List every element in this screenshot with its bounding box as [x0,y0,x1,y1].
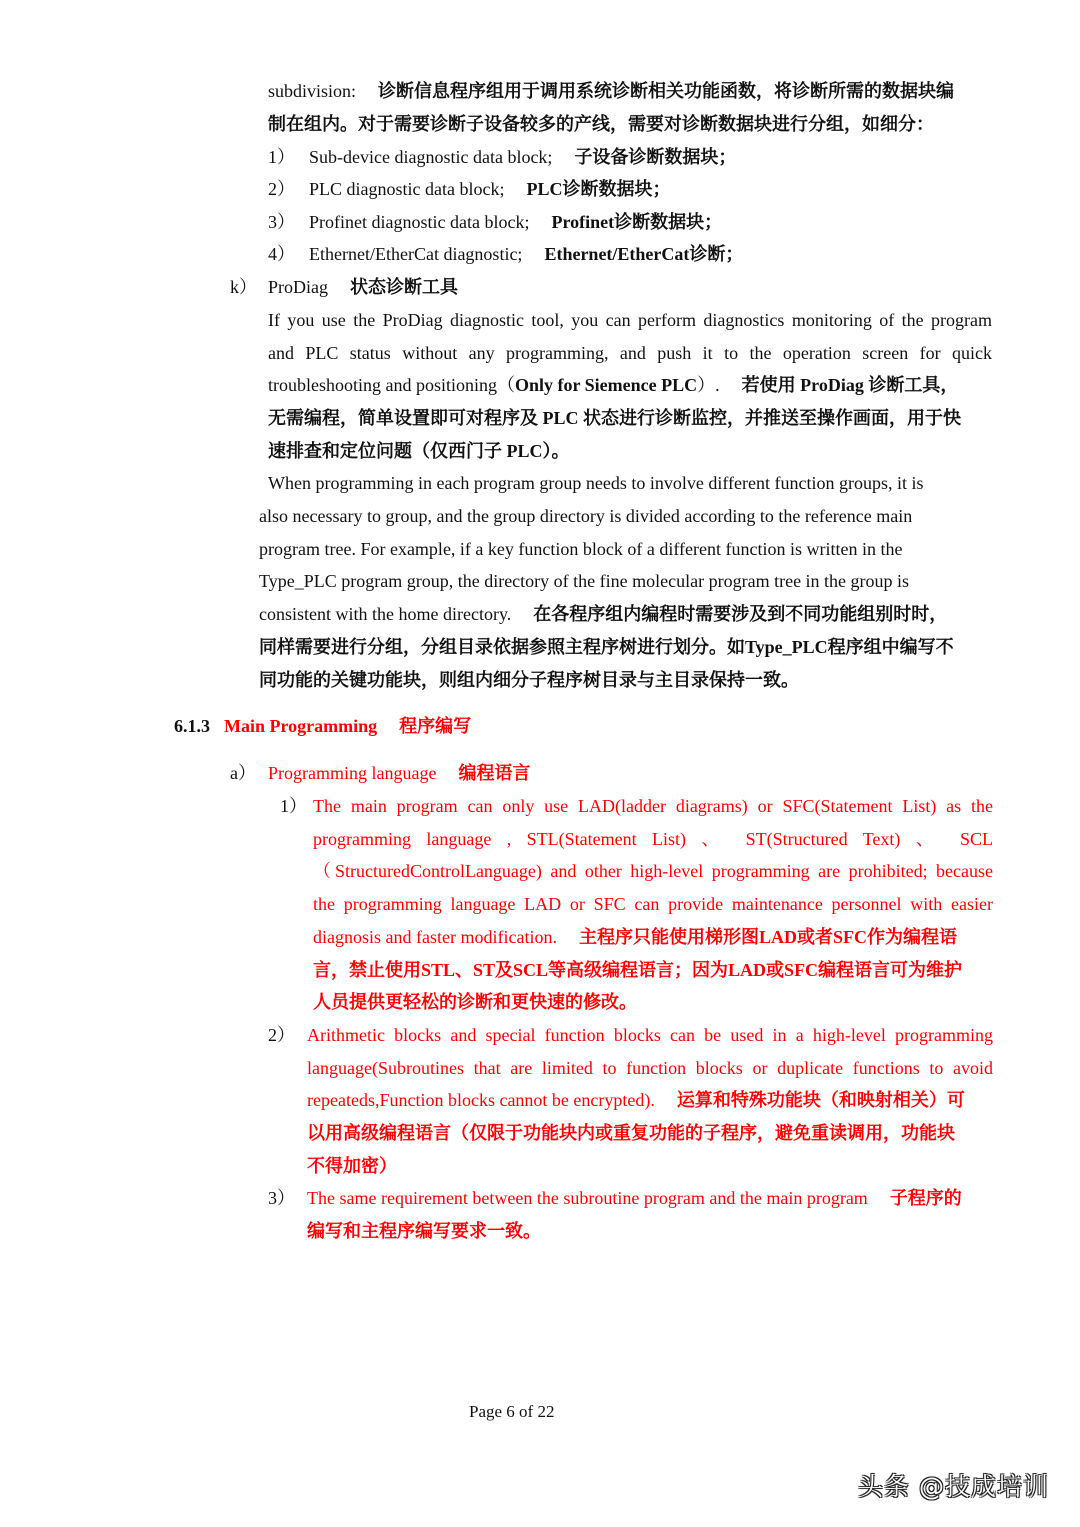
grouping-line-3: program tree. For example, if a key function block of a different function is written in the [259,539,903,559]
rule-2-line-3 [307,1089,965,1111]
rule-2-number: 2） [268,1025,295,1045]
rule-3-line-1-en: The same requirement between the subroutine program and the main program [307,1188,868,1208]
rule-2-line-4: 以用高级编程语言（仅限于功能块内或重复功能的子程序，避免重读调用，功能块 [307,1123,955,1143]
rule-3-line-1 [307,1187,962,1209]
item-k-line-3-post: ）. [697,375,720,395]
rule-1-number: 1） [280,796,307,816]
item-a-marker: a） [230,763,256,783]
rule-1-line-3: （StructuredControlLanguage) and other high-level programming are prohibited; because [313,861,993,881]
item-k-line-1: If you use the ProDiag diagnostic tool, you can perform diagnostics monitoring of the program [268,310,992,330]
list-number: 1） [268,147,295,167]
rule-2-line-3-cn: 运算和特殊功能块（和映射相关）可 [676,1090,965,1110]
grouping-line-6: 同样需要进行分组，分组目录依据参照主程序树进行划分。如Type_PLC程序组中编写不 [259,637,954,657]
item-k-line-5: 速排查和定位问题（仅西门子 PLC）。 [268,441,570,461]
subdivision-label: subdivision: [268,81,357,101]
grouping-line-5-en: consistent with the home directory. [259,604,512,624]
rule-1-line-2: programming language , STL(Statement List) 、 ST(Structured Text) 、 SCL [313,829,993,849]
rule-1-line-5-cn: 主程序只能使用梯形图LAD或者SFC作为编程语 [578,927,957,947]
rule-3-number: 3） [268,1188,295,1208]
item-a-title-cn: 编程语言 [458,763,531,783]
page-number: Page 6 of 22 [469,1402,555,1421]
rule-1-line-1: The main program can only use LAD(ladder diagrams) or SFC(Statement List) as the [313,796,993,816]
list-item [268,211,722,233]
list-item [268,178,670,200]
item-k-line-3-cn: 若使用 ProDiag 诊断工具， [741,375,959,395]
rule-1-line-5 [313,926,957,948]
section-number: 6.1.3 [174,716,210,736]
item-k-line-3-pre: troubleshooting and positioning（ [268,375,515,395]
rule-1-line-7: 人员提供更轻松的诊断和更快速的修改。 [313,992,637,1012]
list-item [268,243,743,265]
rule-2-line-2: language(Subroutines that are limited to function blocks or duplicate functions to avoid [307,1058,993,1078]
grouping-line-5-cn: 在各程序组内编程时需要涉及到不同功能组别时时， [533,604,948,624]
rule-1-line-6: 言，禁止使用STL、ST及SCL等高级编程语言；因为LAD或SFC编程语言可为维护 [313,960,963,980]
item-k-title [268,276,458,298]
item-k-title-en: ProDiag [268,277,328,297]
item-k-line-3 [268,374,958,396]
list-text-cn: 子设备诊断数据块； [574,147,737,167]
item-a-title [268,762,530,784]
list-text-cn: Ethernet/EtherCat诊断； [544,244,744,264]
section-title-en: Main Programming [224,716,378,736]
grouping-line-5 [259,603,947,625]
item-a-title-en: Programming language [268,763,437,783]
list-text-en: Profinet diagnostic data block; [309,212,530,232]
siemens-only-note: Only for Siemence PLC [515,375,698,395]
subdivision-line-2: 制在组内。对于需要诊断子设备较多的产线，需要对诊断数据块进行分组，如细分： [268,114,934,134]
subdivision-text-cn: 诊断信息程序组用于调用系统诊断相关功能函数，将诊断所需的数据块编 [378,81,955,101]
rule-2-line-3-en: repeateds,Function blocks cannot be encrypted). [307,1090,655,1110]
list-text-en: PLC diagnostic data block; [309,179,505,199]
rule-2-line-1: Arithmetic blocks and special function blocks can be used in a high-level programming [307,1025,993,1045]
list-number: 4） [268,244,295,264]
section-heading [174,715,471,737]
item-k-line-2: and PLC status without any programming, and push it to the operation screen for quick [268,343,992,363]
item-k-title-cn: 状态诊断工具 [350,277,458,297]
list-number: 2） [268,179,295,199]
list-text-cn: Profinet诊断数据块； [551,212,723,232]
watermark: 头条 @技成培训 [858,1472,1049,1501]
rule-3-line-2: 编写和主程序编写要求一致。 [307,1221,541,1241]
section-title-cn: 程序编写 [399,716,472,736]
grouping-line-4: Type_PLC program group, the directory of the fine molecular program tree in the group is [259,571,910,591]
subdivision-line-1 [268,80,954,102]
grouping-line-7: 同功能的关键功能块，则组内细分子程序树目录与主目录保持一致。 [259,670,799,690]
list-number: 3） [268,212,295,232]
grouping-line-2: also necessary to group, and the group directory is divided according to the reference main [259,506,913,526]
item-k-marker: k） [230,277,257,297]
rule-1-line-4: the programming language LAD or SFC can provide maintenance personnel with easier [313,894,993,914]
list-item [268,146,736,168]
grouping-line-1: When programming in each program group needs to involve different function groups, it is [268,473,924,493]
list-text-cn: PLC诊断数据块； [526,179,671,199]
list-text-en: Sub-device diagnostic data block; [309,147,553,167]
list-text-en: Ethernet/EtherCat diagnostic; [309,244,523,264]
rule-1-line-5-en: diagnosis and faster modification. [313,927,557,947]
item-k-line-4: 无需编程，简单设置即可对程序及 PLC 状态进行诊断监控，并推送至操作画面，用于快 [268,408,961,428]
rule-3-line-1-cn: 子程序的 [889,1188,962,1208]
rule-2-line-5: 不得加密） [307,1156,397,1176]
